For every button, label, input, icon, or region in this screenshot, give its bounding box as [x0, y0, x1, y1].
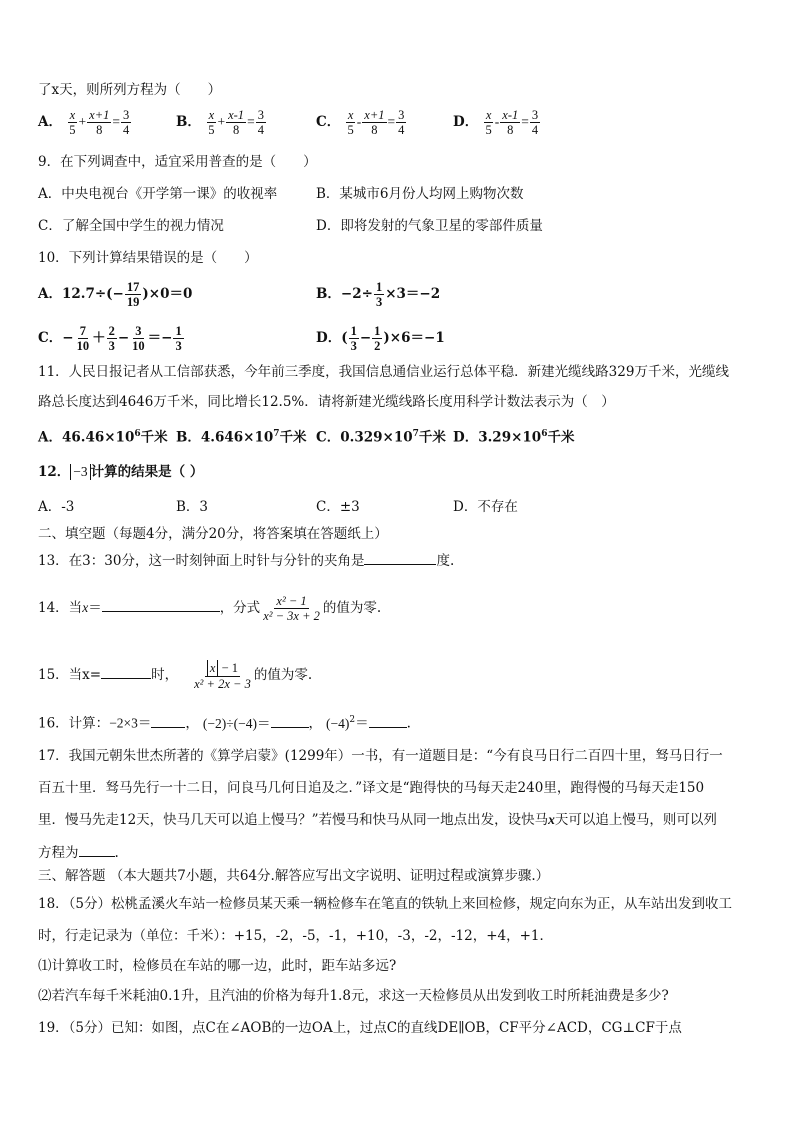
- q11-line-2: 路总长度达到4646万千米，同比增长12.5%．请将新建光缆线路长度用科学计数法表示为（ ）: [38, 394, 615, 410]
- abs-value: −3: [70, 464, 90, 480]
- q9-option-d: D．即将发射的气象卫星的零部件质量: [316, 218, 543, 234]
- q15: 15．当x= 时， $\frac{x - 1}{\text{x² + 2x − 3}}$ 的值为零.: [38, 661, 313, 691]
- q14: 14．当x＝ ，分式 $\frac{\text{x² − 1}}{\text{x² − 3x + 2}}$ 的值为零.: [38, 594, 382, 623]
- q11-option-c: C．$0.329\times 10^7$千米: [316, 429, 446, 446]
- q17-answer-blank: [79, 842, 115, 857]
- q8-stem: 了x天，则所列方程为（ ）: [38, 82, 222, 98]
- q11-option-b: B．$4.646\times 10^7$千米: [176, 429, 307, 446]
- q12-stem: 12． −3 计算的结果是（ ）: [38, 464, 204, 480]
- q12-option-c: C．±3: [316, 499, 360, 515]
- q11-line-1: 11．人民日报记者从工信部获悉，今年前三季度，我国信息通信业运行总体平稳．新建光缆线路329万千米，光缆线: [38, 364, 729, 380]
- q11-option-a: A．$46.46\times 10^6$千米: [38, 429, 168, 446]
- q10-option-c: C．− $\frac{7}{10}$ ＋ $\frac{2}{3}$ − $\frac{3}{10}$ ＝− $\frac{1}{3}$: [38, 324, 182, 353]
- q17-line-3: 里．慢马先走12天，快马几天可以追上慢马？”若慢马和快马从同一地点出发，设快马x天可以追上慢马，则可以列: [38, 812, 717, 828]
- q13: 13．在3：30分，这一时刻钟面上时针与分针的夹角是 度.: [38, 550, 454, 571]
- q18-line-2: 时，行走记录为（单位：千米）：+15，-2，-5，-1，+10，-3，-2，-12，+4，+1．: [38, 928, 554, 944]
- section-2-heading: 二、填空题（每题4分，满分20分，将答案填在答题纸上）: [38, 526, 388, 542]
- q10-stem: 10．下列计算结果错误的是（ ）: [38, 250, 258, 266]
- q12-option-d: D．不存在: [453, 499, 518, 515]
- q16-blank-1: [151, 713, 185, 728]
- section-3-heading: 三、解答题 （本大题共7小题，共64分.解答应写出文字说明、证明过程或演算步骤.）: [38, 868, 550, 884]
- q8-option-b: B． $\frac{x}{5}$ + $\frac{x-1}{8}$ = $\frac{3}{4}$: [176, 108, 264, 137]
- q18-line-1: 18．（5分）松桃孟溪火车站一检修员某天乘一辆检修车在笔直的铁轨上来回检修，规定向东为正，从车站出发到收工: [38, 896, 733, 912]
- q8-option-d: D． $\frac{x}{5}$ - $\frac{x-1}{8}$ = $\frac{3}{4}$: [453, 108, 539, 137]
- q17-line-4: 方程为 .: [38, 842, 119, 863]
- q13-answer-blank: [364, 550, 436, 565]
- q11-option-d: D．$3.29\times 10^6$千米: [453, 429, 575, 446]
- q8-option-c: C． $\frac{x}{5}$ - $\frac{x+1}{8}$ = $\frac{3}{4}$: [316, 108, 405, 137]
- q15-answer-blank: [101, 664, 151, 679]
- q17-line-2: 百五十里．驽马先行一十二日，问良马几何日追及之．”译文是“跑得快的马每天走240里，跑得慢的马每天走150: [38, 780, 705, 796]
- q16-blank-2: [271, 713, 309, 728]
- q10-option-a: A．12.7÷(− $\frac{17}{19}$ )×0＝0: [38, 280, 193, 309]
- q17-line-1: 17．我国元朝朱世杰所著的《算学启蒙》(1299年）一书，有一道题目是：“今有良马日行二百四十里，驽马日行一: [38, 748, 723, 764]
- q16: 16．计算：−2×3＝ ， (−2)÷(−4)＝ ， $(-4)^2=$ .: [38, 710, 411, 734]
- q18-part-2: ⑵若汽车每千米耗油0.1升，且汽油的价格为每升1.8元，求这一天检修员从出发到收工时所耗油费是多少?: [38, 988, 669, 1004]
- q9-option-c: C．了解全国中学生的视力情况: [38, 218, 224, 234]
- q9-stem: 9．在下列调查中，适宜采用普查的是（ ）: [38, 154, 317, 170]
- q9-option-b: B．某城市6月份人均网上购物次数: [316, 186, 524, 202]
- q18-part-1: ⑴计算收工时，检修员在车站的哪一边，此时，距车站多远?: [38, 958, 397, 974]
- q9-option-a: A．中央电视台《开学第一课》的收视率: [38, 186, 278, 202]
- q12-option-b: B．3: [176, 499, 209, 515]
- q16-blank-3: [369, 713, 407, 728]
- q14-answer-blank: [102, 597, 220, 612]
- q12-option-a: A．-3: [38, 499, 75, 515]
- q10-option-d: D．( $\frac{1}{3}$ − $\frac{1}{2}$ )×6＝−1: [316, 324, 445, 353]
- q19-line-1: 19．（5分）已知：如图，点C在∠AOB的一边OA上，过点C的直线DE∥OB，CF平分∠ACD，CG⊥CF于点: [38, 1020, 682, 1036]
- q8-option-a: A． $\frac{x}{5}$ + $\frac{x+1}{8}$ = $\frac{3}{4}$: [38, 108, 130, 137]
- q10-option-b: B．−2÷ $\frac{1}{3}$ ×3＝−2: [316, 280, 441, 309]
